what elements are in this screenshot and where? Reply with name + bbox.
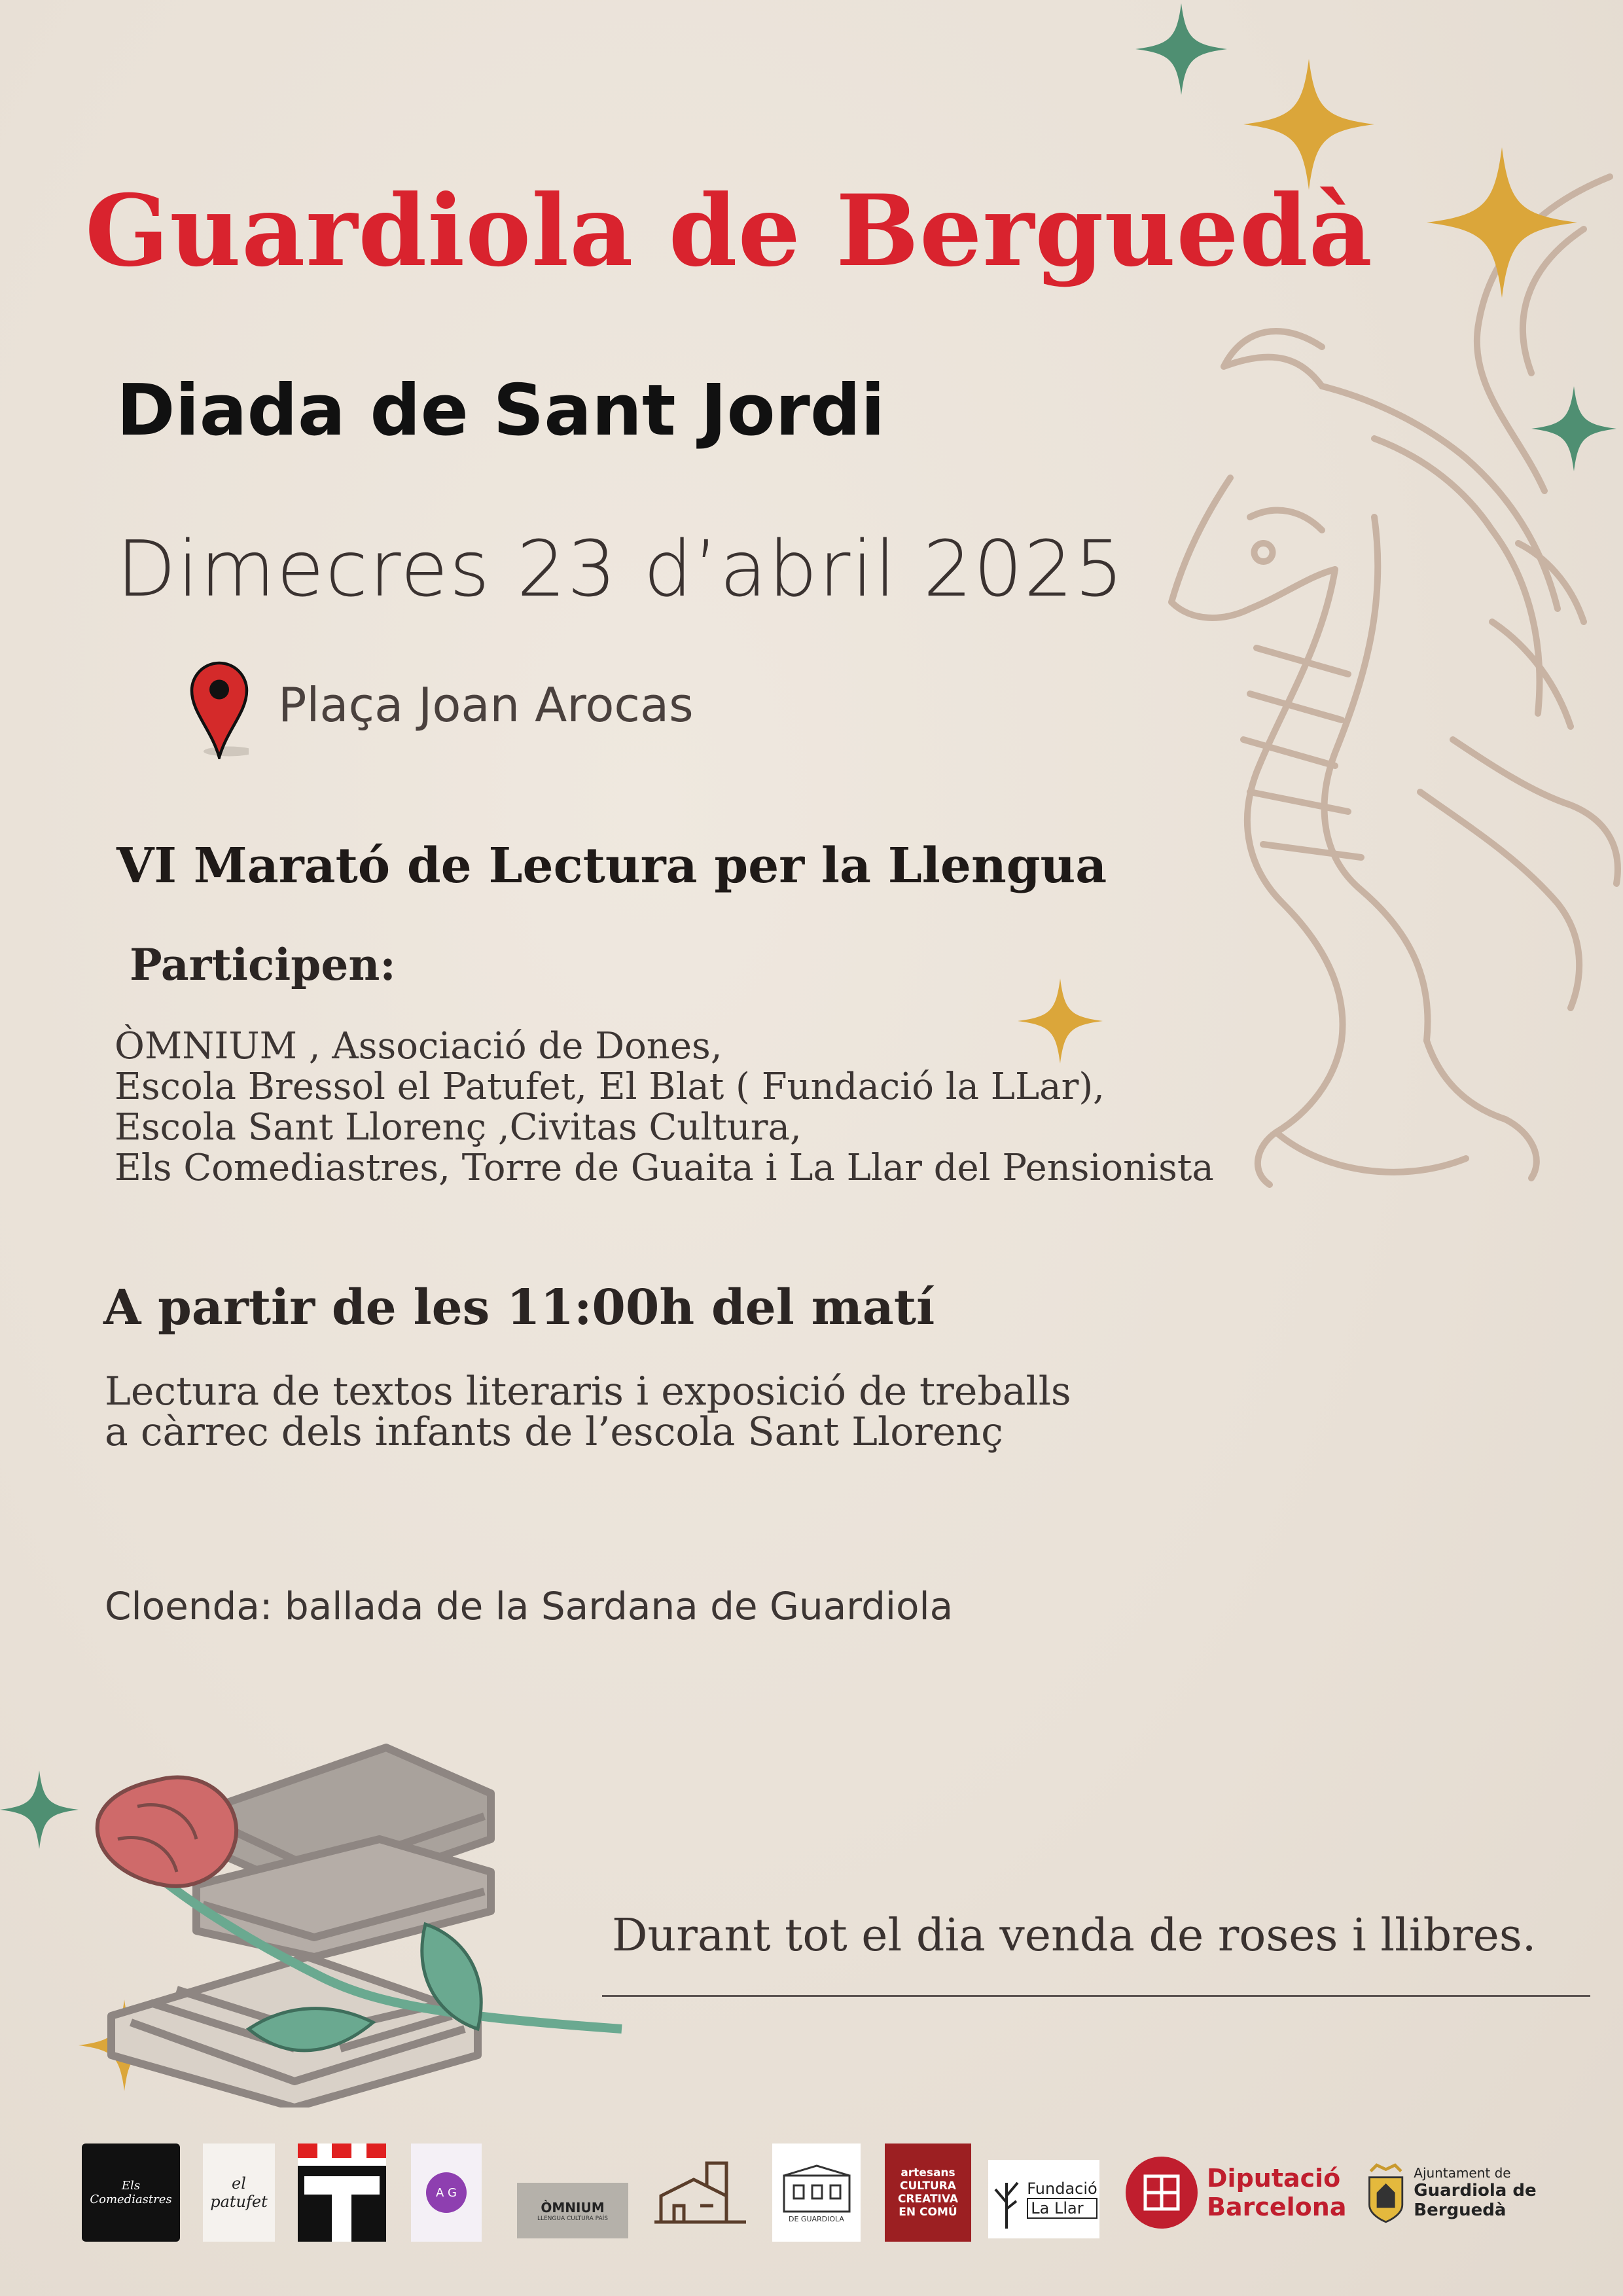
logo-fundacio-name: La Llar xyxy=(1027,2198,1097,2219)
activity-line: a càrrec dels infants de l’escola Sant Llorenç xyxy=(105,1409,1003,1455)
time-heading: A partir de les 11:00h del matí xyxy=(103,1280,935,1336)
torre-icon xyxy=(298,2144,386,2242)
logo-artesans-line: CULTURA xyxy=(900,2179,956,2193)
rose-book-illustration xyxy=(72,1741,635,2108)
logo-omnium-text: ÒMNIUM xyxy=(541,2199,605,2215)
logo-fundacio-llar xyxy=(988,2160,1099,2238)
page-title: Guardiola de Berguedà xyxy=(85,173,1373,289)
church-icon xyxy=(648,2157,753,2229)
participants-line: ÒMNIUM , Associació de Dones, xyxy=(115,1025,722,1067)
logo-guardiola-text: DE GUARDIOLA xyxy=(789,2214,844,2223)
logo-guardiola xyxy=(772,2144,861,2242)
logo-omnium-sub: LLENGUA CULTURA PAÍS xyxy=(537,2215,609,2222)
logo-ajuntament-line2: Guardiola de Berguedà xyxy=(1414,2181,1537,2220)
star-icon xyxy=(1135,0,1227,98)
logo-diputacio xyxy=(1126,2144,1355,2242)
location-pin-icon xyxy=(190,661,249,759)
divider xyxy=(602,1995,1590,1997)
event-subtitle: Diada de Sant Jordi xyxy=(116,370,885,452)
diputacio-emblem-icon xyxy=(1142,2173,1181,2212)
event-location: Plaça Joan Arocas xyxy=(278,677,694,732)
logo-artesans-line: artesans xyxy=(901,2166,955,2179)
logo-diputacio-line2: Barcelona xyxy=(1207,2193,1347,2221)
tree-icon xyxy=(990,2170,1023,2229)
building-icon xyxy=(781,2162,853,2215)
star-icon xyxy=(0,1748,79,1872)
activity-description xyxy=(105,1369,1071,1455)
logo-artesans-line: CREATIVA xyxy=(897,2193,959,2206)
logo-comediastres xyxy=(82,2144,180,2242)
participants-list xyxy=(115,1026,1214,1189)
logo-torre-guaita xyxy=(298,2144,386,2242)
logo-artesans xyxy=(885,2144,971,2242)
participants-heading: Participen: xyxy=(130,939,396,990)
star-icon xyxy=(1531,367,1616,491)
closing-note: Cloenda: ballada de la Sardana de Guardiola xyxy=(105,1584,954,1628)
participants-line: Els Comediastres, Torre de Guaita i La Llar del Pensionista xyxy=(115,1147,1214,1189)
logo-fundacio-text: Fundació xyxy=(1027,2179,1097,2198)
participants-line: Escola Bressol el Patufet, El Blat ( Fundació la LLar), xyxy=(115,1066,1105,1108)
logo-dones-text: A G xyxy=(436,2185,457,2200)
logo-church xyxy=(648,2144,753,2242)
participants-line: Escola Sant Llorenç ,Civitas Cultura, xyxy=(115,1106,802,1149)
logo-ajuntament-line1: Ajuntament de xyxy=(1414,2165,1511,2181)
activity-line: Lectura de textos literaris i exposició de treballs xyxy=(105,1369,1071,1414)
star-icon xyxy=(1427,144,1577,301)
logo-comediastres-text: Els Comediastres xyxy=(90,2179,172,2206)
logo-diputacio-line1: Diputació xyxy=(1207,2164,1341,2193)
logo-ajuntament xyxy=(1364,2144,1620,2242)
coat-of-arms-icon xyxy=(1364,2160,1407,2225)
logo-artesans-line: EN COMÚ xyxy=(899,2206,957,2219)
logo-patufet xyxy=(203,2144,275,2242)
logo-associacio-dones xyxy=(411,2144,482,2242)
all-day-note: Durant tot el dia venda de roses i llibres. xyxy=(612,1910,1537,1962)
event-name: VI Marató de Lectura per la Llengua xyxy=(116,838,1107,894)
event-date: Dimecres 23 d’abril 2025 xyxy=(116,524,1125,614)
logo-omnium xyxy=(517,2183,628,2238)
logo-patufet-text: el patufet xyxy=(210,2174,268,2211)
